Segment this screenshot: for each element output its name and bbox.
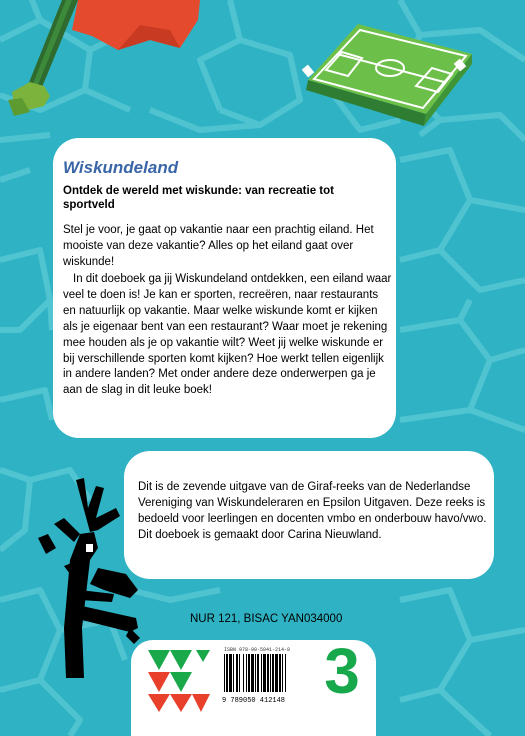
description-paragraph-1: Stel je voor, je gaat op vakantie naar een prachtig eiland. Het mooiste van deze vakantie? Alles op het eiland gaat over wiskunde! — [63, 224, 374, 268]
barcode-bar — [257, 654, 259, 692]
barcode-bar — [224, 654, 225, 692]
barcode-bar — [279, 654, 281, 692]
book-subtitle: Ontdek de wereld met wiskunde: van recreatie tot sportveld — [63, 185, 334, 211]
barcode-bar — [285, 654, 286, 692]
barcode-bar — [246, 654, 247, 692]
barcode-bars — [222, 654, 310, 692]
barcode-bar — [275, 654, 278, 692]
barcode-bar — [236, 654, 238, 692]
nur-bisac-code: NUR 121, BISAC YAN034000 — [190, 613, 343, 625]
barcode-bar — [255, 654, 256, 692]
red-flag-on-pole-icon — [0, 0, 220, 120]
book-title: Wiskundeland — [63, 158, 179, 177]
series-info-text: Dit is de zevende uitgave van de Giraf-reeks van de Nederlandse Vereniging van Wiskundeleraren en Epsilon Uitgaven. Deze reeks is bedoeld voor leerlingen en docenten vmbo en onderbouw havo/vwo. Dit doeboek is gemaakt door Carina Nieuwland. — [138, 481, 487, 541]
barcode-number: 9 789050 412148 — [222, 697, 286, 705]
isbn-barcode — [222, 647, 312, 705]
barcode-bar — [263, 654, 266, 692]
barcode-isbn-text: ISBN 978-90-5041-214-8 — [224, 647, 291, 653]
barcode-bar — [251, 654, 254, 692]
barcode-bar — [233, 654, 234, 692]
giraffe-logo-icon — [34, 478, 144, 678]
barcode-bar — [243, 654, 244, 692]
barcode-bar — [248, 654, 250, 692]
barcode-bar — [239, 654, 240, 692]
barcode-bar — [270, 654, 271, 692]
description-paragraph-2: In dit doeboek ga jij Wiskundeland ontdekken, een eiland waar veel te doen is! Je kan er sporten, recreëren, naar restaurants en natuurlijk op vakantie. Maar welke wiskunde komt er kijken als je eigenaar bent van een restaurant? Waar moet je rekening mee houden als je op vakantie wilt? Weet jij welke wiskunde er bij verschillende sporten komt kijken? Hoe werkt tellen eigenlijk in andere landen? Met onder andere deze onderwerpen ga je aan de slag in dit leuke boek! — [63, 273, 392, 397]
soccer-field-icon — [296, 18, 478, 128]
epsilon-triangles-logo — [146, 648, 212, 714]
barcode-bar — [267, 654, 269, 692]
description-panel — [53, 138, 396, 438]
barcode-bar — [282, 654, 283, 692]
barcode-bar — [261, 654, 262, 692]
barcode-bar — [229, 654, 232, 692]
series-info-panel — [124, 451, 494, 579]
series-number-badge: 3 — [324, 635, 360, 707]
barcode-bar — [272, 654, 274, 692]
barcode-bar — [226, 654, 228, 692]
